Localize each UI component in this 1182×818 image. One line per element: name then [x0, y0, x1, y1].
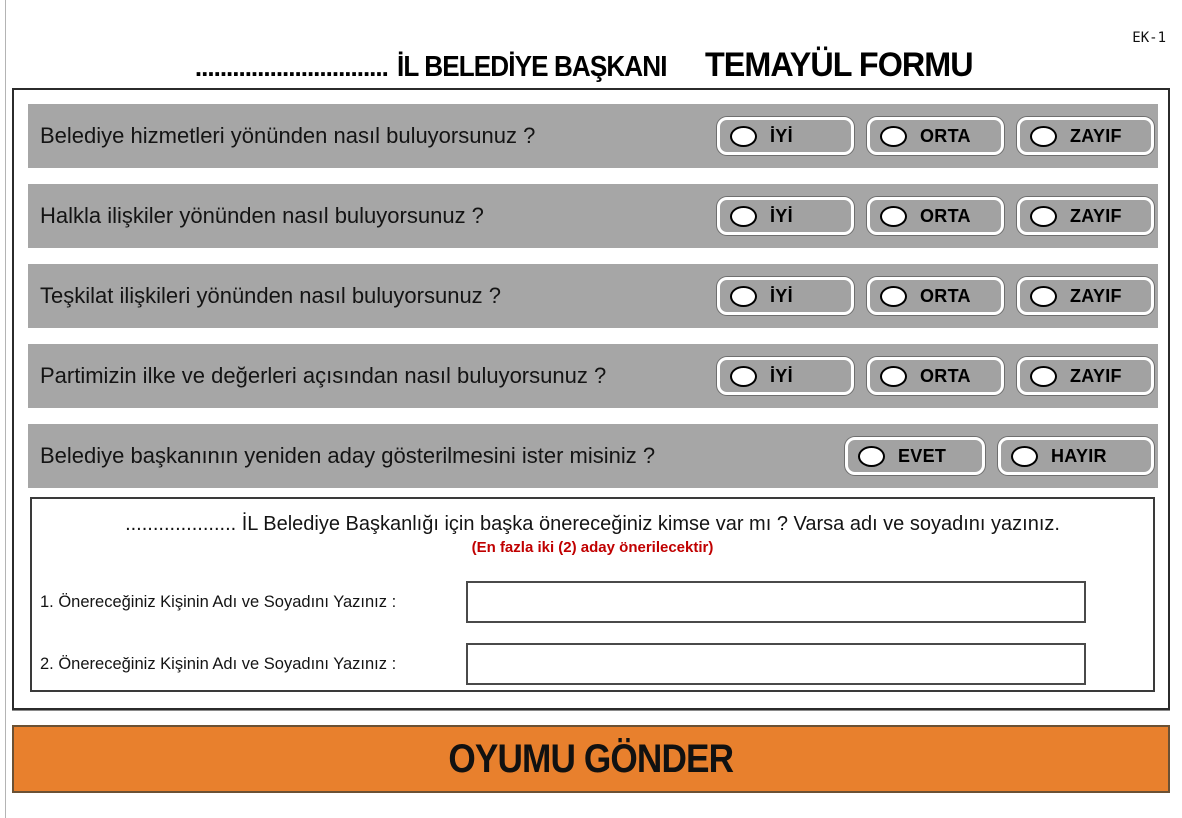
radio-icon[interactable]: [1030, 126, 1057, 147]
option-iyi[interactable]: [717, 197, 854, 235]
radio-icon[interactable]: [858, 446, 885, 467]
question-row-3: [28, 264, 1158, 328]
option-label: EVET: [898, 445, 947, 466]
title-part-1: İL BELEDİYE BAŞKANI: [396, 51, 667, 83]
option-label: ZAYIF: [1070, 285, 1122, 306]
candidate-1-label: 1. Önereceğiniz Kişinin Adı ve Soyadını Yazınız :: [40, 592, 397, 611]
candidate-2-input[interactable]: [466, 643, 1086, 685]
option-iyi[interactable]: [717, 357, 854, 395]
question-row-5: [28, 424, 1158, 488]
candidate-2-row: [40, 643, 1115, 685]
radio-icon[interactable]: [1030, 286, 1057, 307]
option-orta[interactable]: [867, 357, 1004, 395]
radio-icon[interactable]: [880, 126, 907, 147]
ek-label: EK-1: [1132, 30, 1166, 46]
page-title: [0, 46, 1182, 85]
suggestion-box: [30, 497, 1155, 692]
radio-icon[interactable]: [880, 286, 907, 307]
question-text: Partimizin ilke ve değerleri açısından nasıl buluyorsunuz ?: [40, 363, 607, 388]
radio-icon[interactable]: [1011, 446, 1038, 467]
candidate-1-row: [40, 581, 1115, 623]
submit-vote-button[interactable]: [12, 725, 1170, 793]
title-dots: ...............................: [194, 52, 388, 82]
options-group: [717, 197, 1154, 235]
option-label: HAYIR: [1051, 445, 1107, 466]
option-label: ORTA: [920, 125, 971, 146]
option-orta[interactable]: [867, 197, 1004, 235]
radio-icon[interactable]: [1030, 206, 1057, 227]
option-zayif[interactable]: [1017, 197, 1154, 235]
radio-icon[interactable]: [730, 366, 757, 387]
question-row-4: [28, 344, 1158, 408]
candidate-2-label: 2. Önereceğiniz Kişinin Adı ve Soyadını Yazınız :: [40, 654, 397, 673]
question-text: Belediye başkanının yeniden aday gösterilmesini ister misiniz ?: [40, 443, 656, 468]
radio-icon[interactable]: [730, 126, 757, 147]
option-label: ZAYIF: [1070, 125, 1122, 146]
options-group: [845, 437, 1154, 475]
title-part-2: TEMAYÜL FORMU: [705, 46, 973, 84]
question-row-2: [28, 184, 1158, 248]
radio-icon[interactable]: [730, 206, 757, 227]
question-text: Halkla ilişkiler yönünden nasıl buluyorsunuz ?: [40, 203, 484, 228]
option-evet[interactable]: [845, 437, 985, 475]
option-label: ZAYIF: [1070, 365, 1122, 386]
radio-icon[interactable]: [880, 366, 907, 387]
option-label: ORTA: [920, 205, 971, 226]
page-edge-line: [5, 0, 6, 818]
option-label: İYİ: [770, 285, 793, 306]
option-hayir[interactable]: [998, 437, 1154, 475]
question-row-1: [28, 104, 1158, 168]
radio-icon[interactable]: [730, 286, 757, 307]
option-orta[interactable]: [867, 277, 1004, 315]
option-label: İYİ: [770, 365, 793, 386]
radio-icon[interactable]: [1030, 366, 1057, 387]
form-outer-box: [12, 88, 1170, 710]
options-group: [717, 357, 1154, 395]
suggestion-heading: .................... İL Belediye Başkanlığı için başka önereceğiniz kimse var mı ? Varsa adı ve soyadını yazınız.: [125, 513, 1060, 535]
option-label: ZAYIF: [1070, 205, 1122, 226]
options-group: [717, 117, 1154, 155]
candidate-1-input[interactable]: [466, 581, 1086, 623]
option-label: İYİ: [770, 205, 793, 226]
option-label: ORTA: [920, 365, 971, 386]
question-text: Teşkilat ilişkileri yönünden nasıl buluyorsunuz ?: [40, 283, 502, 308]
submit-vote-label: OYUMU GÖNDER: [448, 736, 734, 781]
option-zayif[interactable]: [1017, 117, 1154, 155]
option-zayif[interactable]: [1017, 277, 1154, 315]
option-label: İYİ: [770, 125, 793, 146]
option-orta[interactable]: [867, 117, 1004, 155]
option-label: ORTA: [920, 285, 971, 306]
option-zayif[interactable]: [1017, 357, 1154, 395]
option-iyi[interactable]: [717, 277, 854, 315]
radio-icon[interactable]: [880, 206, 907, 227]
suggestion-note: (En fazla iki (2) aday önerilecektir): [471, 539, 714, 556]
option-iyi[interactable]: [717, 117, 854, 155]
options-group: [717, 277, 1154, 315]
question-text: Belediye hizmetleri yönünden nasıl buluyorsunuz ?: [40, 123, 536, 148]
